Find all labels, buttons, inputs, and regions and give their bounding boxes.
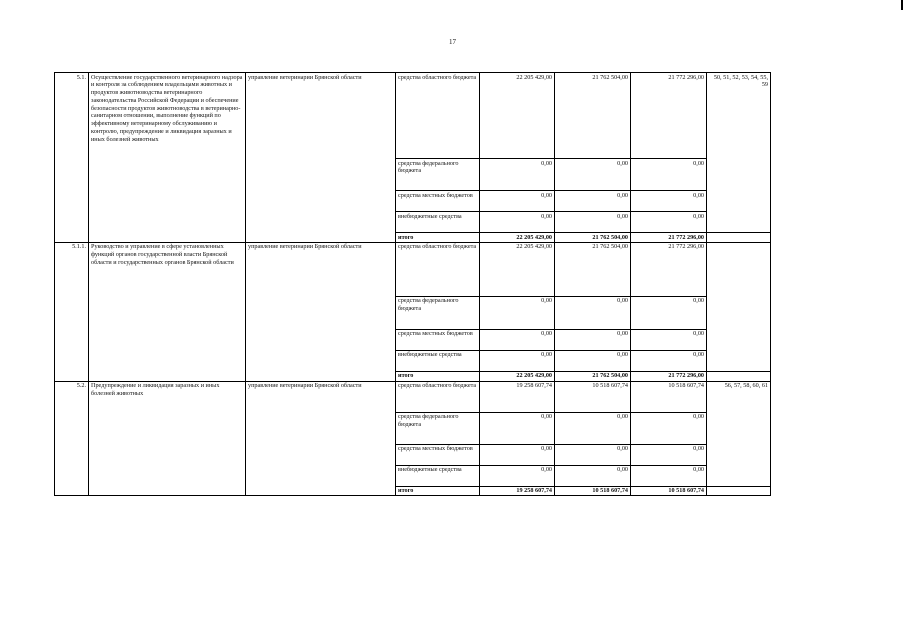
indicator-refs-total	[707, 233, 771, 243]
page-number: 17	[449, 38, 456, 46]
amount-year-1: 19 258 607,74	[480, 486, 555, 496]
row-number: 5.1.1.	[55, 242, 89, 381]
amount-year-3: 0,00	[631, 412, 707, 444]
amount-year-2: 21 762 504,00	[555, 242, 631, 296]
event-title: Руководство и управление в сфере установленных функций органов государственной власти Брянской области и государственных органов Брянской области	[89, 242, 246, 381]
amount-year-3: 10 518 607,74	[631, 381, 707, 412]
amount-year-2: 0,00	[555, 212, 631, 233]
table-row	[55, 73, 771, 159]
row-number: 5.2.	[55, 381, 89, 496]
indicator-refs-total	[707, 371, 771, 381]
amount-year-3: 0,00	[631, 350, 707, 371]
funding-source: внебюджетные средства	[396, 350, 480, 371]
amount-year-2: 0,00	[555, 412, 631, 444]
executor: управление ветеринарии Брянской области	[246, 73, 396, 243]
funding-source: средства местных бюджетов	[396, 444, 480, 465]
amount-year-1: 0,00	[480, 296, 555, 329]
amount-year-2: 0,00	[555, 465, 631, 486]
funding-source: средства местных бюджетов	[396, 329, 480, 350]
funding-source: средства федерального бюджета	[396, 296, 480, 329]
amount-year-2: 21 762 504,00	[555, 371, 631, 381]
amount-year-2: 0,00	[555, 329, 631, 350]
amount-year-1: 0,00	[480, 212, 555, 233]
amount-year-2: 0,00	[555, 191, 631, 212]
amount-year-3: 0,00	[631, 191, 707, 212]
indicator-refs: 56, 57, 58, 60, 61	[707, 381, 771, 486]
amount-year-1: 0,00	[480, 159, 555, 191]
executor: управление ветеринарии Брянской области	[246, 381, 396, 496]
amount-year-3: 0,00	[631, 296, 707, 329]
funding-source: средства областного бюджета	[396, 242, 480, 296]
amount-year-3: 0,00	[631, 212, 707, 233]
amount-year-3: 0,00	[631, 444, 707, 465]
funding-source: средства федерального бюджета	[396, 412, 480, 444]
amount-year-1: 22 205 429,00	[480, 371, 555, 381]
amount-year-3: 10 518 607,74	[631, 486, 707, 496]
event-title: Предупреждение и ликвидация заразных и иных болезней животных	[89, 381, 246, 496]
amount-year-2: 21 762 504,00	[555, 73, 631, 159]
amount-year-2: 10 518 607,74	[555, 381, 631, 412]
amount-year-1: 0,00	[480, 329, 555, 350]
edge-mark	[901, 0, 903, 10]
funding-source: средства областного бюджета	[396, 381, 480, 412]
row-number: 5.1.	[55, 73, 89, 243]
amount-year-1: 0,00	[480, 350, 555, 371]
executor: управление ветеринарии Брянской области	[246, 242, 396, 381]
amount-year-2: 0,00	[555, 159, 631, 191]
funding-source: итого	[396, 371, 480, 381]
amount-year-3: 0,00	[631, 159, 707, 191]
amount-year-1: 0,00	[480, 444, 555, 465]
funding-source: внебюджетные средства	[396, 212, 480, 233]
funding-source: итого	[396, 486, 480, 496]
table-row	[55, 381, 771, 412]
amount-year-1: 0,00	[480, 191, 555, 212]
amount-year-1: 22 205 429,00	[480, 233, 555, 243]
amount-year-1: 19 258 607,74	[480, 381, 555, 412]
funding-source: внебюджетные средства	[396, 465, 480, 486]
table-row	[55, 242, 771, 296]
amount-year-2: 0,00	[555, 444, 631, 465]
amount-year-2: 0,00	[555, 296, 631, 329]
amount-year-1: 0,00	[480, 412, 555, 444]
amount-year-3: 21 772 296,00	[631, 371, 707, 381]
amount-year-3: 0,00	[631, 465, 707, 486]
amount-year-3: 0,00	[631, 329, 707, 350]
funding-source: средства федерального бюджета	[396, 159, 480, 191]
amount-year-2: 21 762 504,00	[555, 233, 631, 243]
indicator-refs	[707, 242, 771, 371]
amount-year-3: 21 772 296,00	[631, 73, 707, 159]
budget-table	[54, 72, 771, 496]
amount-year-1: 22 205 429,00	[480, 242, 555, 296]
amount-year-2: 0,00	[555, 350, 631, 371]
amount-year-1: 0,00	[480, 465, 555, 486]
table-body	[55, 73, 771, 496]
amount-year-3: 21 772 296,00	[631, 233, 707, 243]
amount-year-1: 22 205 429,00	[480, 73, 555, 159]
funding-source: итого	[396, 233, 480, 243]
indicator-refs: 50, 51, 52, 53, 54, 55, 59	[707, 73, 771, 233]
funding-source: средства областного бюджета	[396, 73, 480, 159]
amount-year-3: 21 772 296,00	[631, 242, 707, 296]
indicator-refs-total	[707, 486, 771, 496]
funding-source: средства местных бюджетов	[396, 191, 480, 212]
amount-year-2: 10 518 607,74	[555, 486, 631, 496]
event-title: Осуществление государственного ветеринарного надзора и контроля за соблюдением владельцами животных и продуктов животноводства ветеринарного законодательства Российской Федерации и обеспечение безопасности продуктов животноводства в ветеринарно-санитарном отношении, выполнение функций по эффективному ветеринарному обслуживанию и контролю, предупреждение и ликвидация заразных и иных болезней животных	[89, 73, 246, 243]
